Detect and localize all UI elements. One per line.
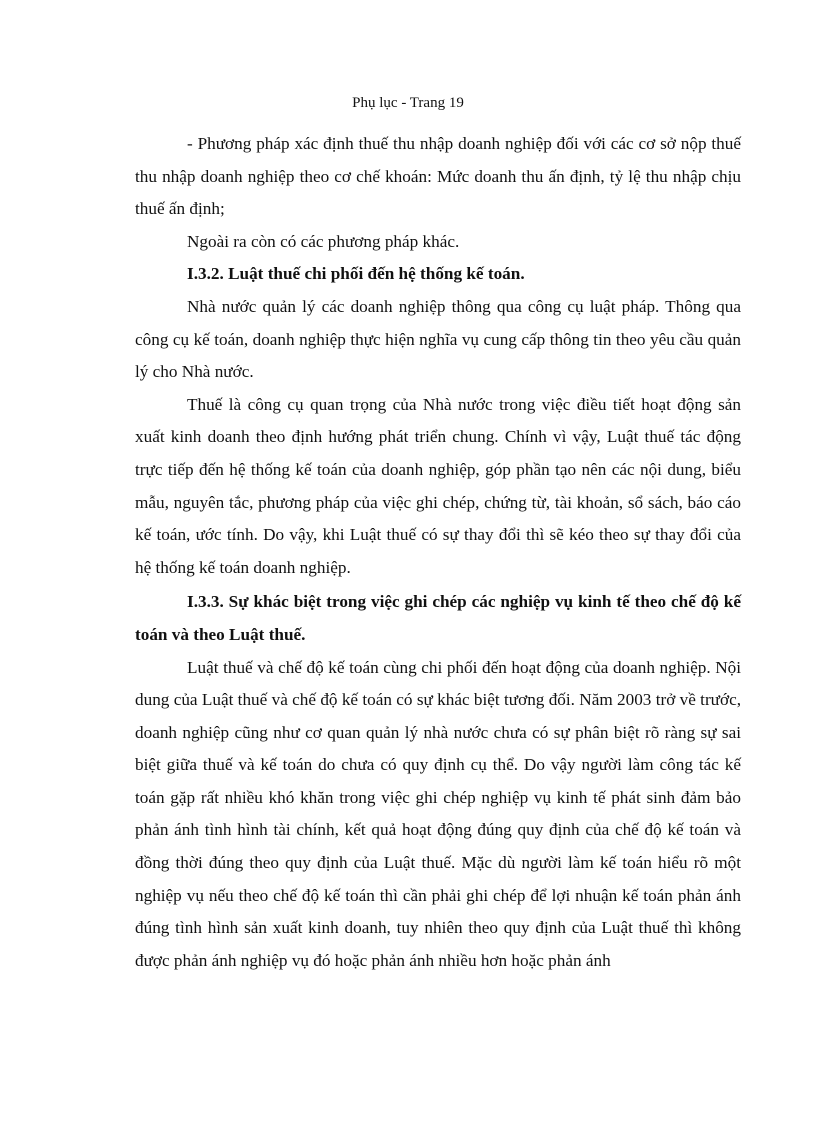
paragraph-tax-method-contract: - Phương pháp xác định thuế thu nhập doanh nghiệp đối với các cơ sở nộp thuế thu nhập doanh nghiệp theo cơ chế khoán: Mức doanh thu ấn định, tỷ lệ thu nhập chịu thuế ấn định;	[135, 134, 741, 219]
section-heading-1-3-3: I.3.3. Sự khác biệt trong việc ghi chép các nghiệp vụ kinh tế theo chế độ kế toán và theo Luật thuế.	[135, 592, 741, 644]
document-body	[135, 128, 741, 977]
page-header: Phụ lục - Trang 19	[352, 95, 464, 111]
section-heading-1-3-2: I.3.2. Luật thuế chi phối đến hệ thống kế toán.	[187, 264, 525, 284]
paragraph-state-management: Nhà nước quản lý các doanh nghiệp thông qua công cụ luật pháp. Thông qua công cụ kế toán, doanh nghiệp thực hiện nghĩa vụ cung cấp thông tin theo yêu cầu quản lý cho Nhà nước.	[135, 296, 741, 382]
paragraph-tax-tool: Thuế là công cụ quan trọng của Nhà nước trong việc điều tiết hoạt động sản xuất kinh doanh theo định hướng phát triển chung. Chính vì vậy, Luật thuế tác động trực tiếp đến hệ thống kế toán của doanh nghiệp, góp phần tạo nên các nội dung, biểu mẫu, nguyên tắc, phương pháp của việc ghi chép, chứng từ, tài khoản, sổ sách, báo cáo kế toán, ước tính. Do vậy, khi Luật thuế có sự thay đổi thì sẽ kéo theo sự thay đổi của hệ thống kế toán doanh nghiệp.	[135, 394, 741, 577]
paragraph-tax-accounting-difference: Luật thuế và chế độ kế toán cùng chi phối đến hoạt động của doanh nghiệp. Nội dung của Luật thuế và chế độ kế toán có sự khác biệt tương đối. Năm 2003 trở về trước, doanh nghiệp cũng như cơ quan quản lý nhà nước chưa có sự phân biệt rõ ràng sự sai biệt giữa thuế và kế toán do chưa có quy định cụ thể. Do vậy người làm công tác kế toán gặp rất nhiều khó khăn trong việc ghi chép nghiệp vụ kinh tế phát sinh đảm bảo phản ánh tình hình tài chính, kết quả hoạt động đúng quy định của chế độ kế toán và đồng thời đúng theo quy định của Luật thuế. Mặc dù người làm kế toán hiểu rõ một nghiệp vụ nếu theo chế độ kế toán thì cần phải ghi chép để lợi nhuận kế toán phản ánh đúng tình hình sản xuất kinh doanh, tuy nhiên theo quy định của Luật thuế thì không được phản ánh nghiệp vụ đó hoặc phản ánh nhiều hơn hoặc phản ánh	[135, 657, 741, 970]
paragraph-other-methods: Ngoài ra còn có các phương pháp khác.	[187, 231, 460, 251]
